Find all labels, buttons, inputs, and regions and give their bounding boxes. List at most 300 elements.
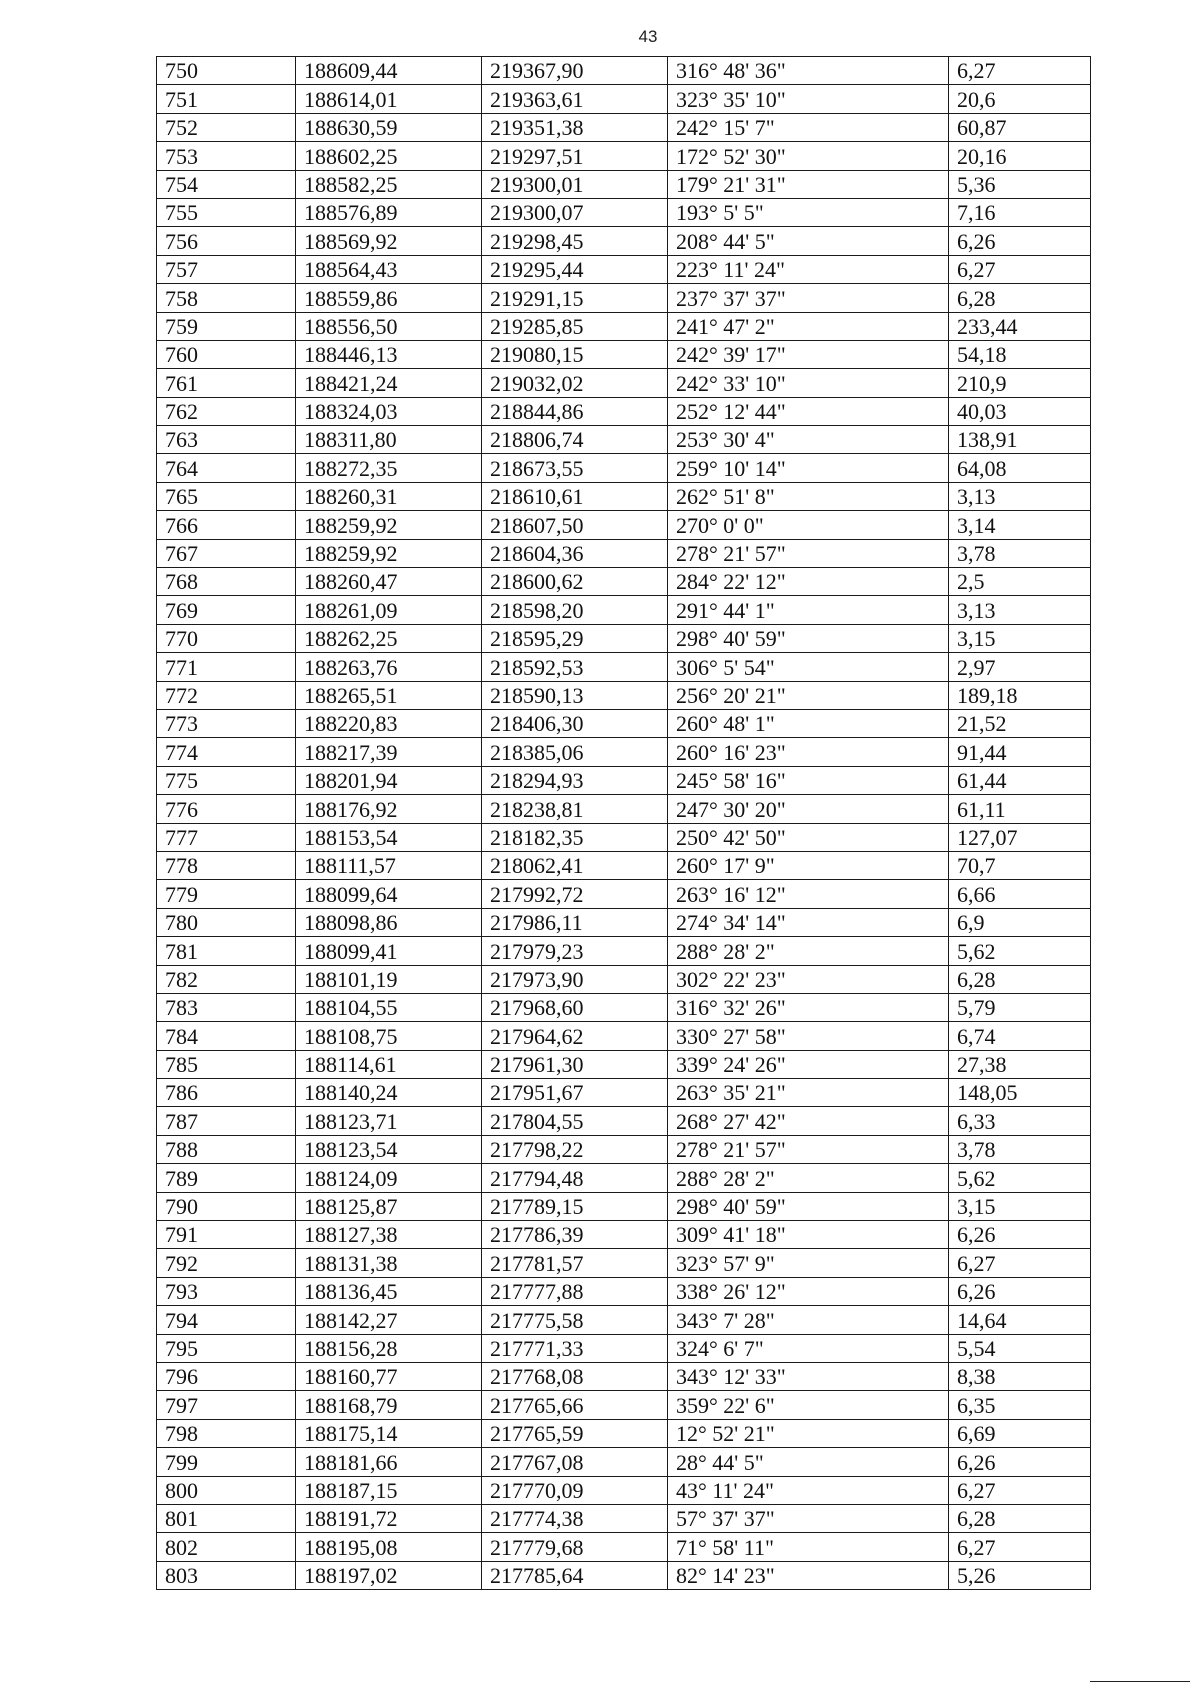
y-coordinate-cell: 218182,35 (482, 823, 668, 851)
point-number-cell: 753 (157, 142, 296, 170)
x-coordinate-cell: 188201,94 (296, 766, 482, 794)
table-row (157, 993, 1091, 1021)
point-number-cell: 792 (157, 1249, 296, 1277)
y-coordinate-cell: 218595,29 (482, 624, 668, 652)
x-coordinate-cell: 188262,25 (296, 624, 482, 652)
point-number-cell: 773 (157, 709, 296, 737)
x-coordinate-cell: 188099,41 (296, 937, 482, 965)
point-number-cell: 793 (157, 1277, 296, 1305)
point-number-cell: 764 (157, 454, 296, 482)
point-number-cell: 794 (157, 1306, 296, 1334)
y-coordinate-cell: 218062,41 (482, 851, 668, 879)
x-coordinate-cell: 188311,80 (296, 426, 482, 454)
distance-cell: 5,26 (949, 1561, 1091, 1589)
y-coordinate-cell: 218673,55 (482, 454, 668, 482)
direction-angle-cell: 43° 11' 24" (668, 1476, 949, 1504)
table-row (157, 454, 1091, 482)
point-number-cell: 790 (157, 1192, 296, 1220)
x-coordinate-cell: 188160,77 (296, 1362, 482, 1390)
direction-angle-cell: 71° 58' 11" (668, 1533, 949, 1561)
table-row (157, 1050, 1091, 1078)
point-number-cell: 796 (157, 1362, 296, 1390)
distance-cell: 6,27 (949, 255, 1091, 283)
distance-cell: 6,9 (949, 908, 1091, 936)
distance-cell: 70,7 (949, 851, 1091, 879)
point-number-cell: 776 (157, 795, 296, 823)
direction-angle-cell: 57° 37' 37" (668, 1504, 949, 1532)
distance-cell: 148,05 (949, 1079, 1091, 1107)
distance-cell: 6,27 (949, 1476, 1091, 1504)
point-number-cell: 802 (157, 1533, 296, 1561)
x-coordinate-cell: 188101,19 (296, 965, 482, 993)
y-coordinate-cell: 218607,50 (482, 511, 668, 539)
table-row (157, 227, 1091, 255)
y-coordinate-cell: 219080,15 (482, 340, 668, 368)
y-coordinate-cell: 217986,11 (482, 908, 668, 936)
distance-cell: 8,38 (949, 1362, 1091, 1390)
x-coordinate-cell: 188098,86 (296, 908, 482, 936)
y-coordinate-cell: 217973,90 (482, 965, 668, 993)
point-number-cell: 774 (157, 738, 296, 766)
footer-divider-line (1090, 1681, 1190, 1682)
distance-cell: 5,36 (949, 170, 1091, 198)
distance-cell: 189,18 (949, 681, 1091, 709)
direction-angle-cell: 259° 10' 14" (668, 454, 949, 482)
distance-cell: 2,5 (949, 568, 1091, 596)
direction-angle-cell: 338° 26' 12" (668, 1277, 949, 1305)
x-coordinate-cell: 188263,76 (296, 653, 482, 681)
direction-angle-cell: 359° 22' 6" (668, 1391, 949, 1419)
table-row (157, 312, 1091, 340)
distance-cell: 6,27 (949, 57, 1091, 85)
y-coordinate-cell: 218610,61 (482, 482, 668, 510)
y-coordinate-cell: 219032,02 (482, 369, 668, 397)
y-coordinate-cell: 218600,62 (482, 568, 668, 596)
x-coordinate-cell: 188176,92 (296, 795, 482, 823)
x-coordinate-cell: 188559,86 (296, 284, 482, 312)
point-number-cell: 799 (157, 1448, 296, 1476)
y-coordinate-cell: 218294,93 (482, 766, 668, 794)
x-coordinate-cell: 188187,15 (296, 1476, 482, 1504)
distance-cell: 6,28 (949, 965, 1091, 993)
distance-cell: 3,78 (949, 539, 1091, 567)
table-row (157, 937, 1091, 965)
point-number-cell: 803 (157, 1561, 296, 1589)
distance-cell: 3,13 (949, 596, 1091, 624)
point-number-cell: 765 (157, 482, 296, 510)
table-row (157, 426, 1091, 454)
point-number-cell: 791 (157, 1221, 296, 1249)
y-coordinate-cell: 219300,07 (482, 198, 668, 226)
distance-cell: 61,44 (949, 766, 1091, 794)
x-coordinate-cell: 188127,38 (296, 1221, 482, 1249)
direction-angle-cell: 298° 40' 59" (668, 624, 949, 652)
distance-cell: 14,64 (949, 1306, 1091, 1334)
point-number-cell: 785 (157, 1050, 296, 1078)
y-coordinate-cell: 217951,67 (482, 1079, 668, 1107)
x-coordinate-cell: 188272,35 (296, 454, 482, 482)
x-coordinate-cell: 188136,45 (296, 1277, 482, 1305)
page-number: 43 (638, 27, 658, 46)
x-coordinate-cell: 188123,54 (296, 1135, 482, 1163)
point-number-cell: 755 (157, 198, 296, 226)
table-row (157, 568, 1091, 596)
table-row (157, 1164, 1091, 1192)
direction-angle-cell: 316° 48' 36" (668, 57, 949, 85)
table-row (157, 198, 1091, 226)
direction-angle-cell: 223° 11' 24" (668, 255, 949, 283)
table-row (157, 482, 1091, 510)
y-coordinate-cell: 217771,33 (482, 1334, 668, 1362)
distance-cell: 2,97 (949, 653, 1091, 681)
table-row (157, 596, 1091, 624)
direction-angle-cell: 278° 21' 57" (668, 1135, 949, 1163)
y-coordinate-cell: 217786,39 (482, 1221, 668, 1249)
direction-angle-cell: 291° 44' 1" (668, 596, 949, 624)
point-number-cell: 754 (157, 170, 296, 198)
distance-cell: 6,26 (949, 1221, 1091, 1249)
x-coordinate-cell: 188576,89 (296, 198, 482, 226)
y-coordinate-cell: 217775,58 (482, 1306, 668, 1334)
direction-angle-cell: 309° 41' 18" (668, 1221, 949, 1249)
table-row (157, 1277, 1091, 1305)
y-coordinate-cell: 218598,20 (482, 596, 668, 624)
distance-cell: 5,54 (949, 1334, 1091, 1362)
table-row (157, 255, 1091, 283)
direction-angle-cell: 278° 21' 57" (668, 539, 949, 567)
point-number-cell: 772 (157, 681, 296, 709)
y-coordinate-cell: 217774,38 (482, 1504, 668, 1532)
distance-cell: 20,6 (949, 85, 1091, 113)
point-number-cell: 771 (157, 653, 296, 681)
point-number-cell: 768 (157, 568, 296, 596)
direction-angle-cell: 324° 6' 7" (668, 1334, 949, 1362)
direction-angle-cell: 252° 12' 44" (668, 397, 949, 425)
x-coordinate-cell: 188609,44 (296, 57, 482, 85)
direction-angle-cell: 288° 28' 2" (668, 937, 949, 965)
table-row (157, 142, 1091, 170)
y-coordinate-cell: 217979,23 (482, 937, 668, 965)
x-coordinate-cell: 188564,43 (296, 255, 482, 283)
x-coordinate-cell: 188259,92 (296, 511, 482, 539)
distance-cell: 6,26 (949, 1448, 1091, 1476)
x-coordinate-cell: 188217,39 (296, 738, 482, 766)
direction-angle-cell: 339° 24' 26" (668, 1050, 949, 1078)
distance-cell: 6,27 (949, 1249, 1091, 1277)
table-row (157, 653, 1091, 681)
x-coordinate-cell: 188446,13 (296, 340, 482, 368)
x-coordinate-cell: 188125,87 (296, 1192, 482, 1220)
table-row (157, 823, 1091, 851)
direction-angle-cell: 193° 5' 5" (668, 198, 949, 226)
direction-angle-cell: 270° 0' 0" (668, 511, 949, 539)
x-coordinate-cell: 188569,92 (296, 227, 482, 255)
x-coordinate-cell: 188197,02 (296, 1561, 482, 1589)
point-number-cell: 786 (157, 1079, 296, 1107)
distance-cell: 91,44 (949, 738, 1091, 766)
direction-angle-cell: 268° 27' 42" (668, 1107, 949, 1135)
table-row (157, 738, 1091, 766)
y-coordinate-cell: 217768,08 (482, 1362, 668, 1390)
y-coordinate-cell: 217961,30 (482, 1050, 668, 1078)
point-number-cell: 801 (157, 1504, 296, 1532)
table-row (157, 369, 1091, 397)
point-number-cell: 750 (157, 57, 296, 85)
y-coordinate-cell: 219291,15 (482, 284, 668, 312)
table-row (157, 1306, 1091, 1334)
distance-cell: 5,62 (949, 1164, 1091, 1192)
y-coordinate-cell: 217964,62 (482, 1022, 668, 1050)
x-coordinate-cell: 188220,83 (296, 709, 482, 737)
point-number-cell: 797 (157, 1391, 296, 1419)
direction-angle-cell: 82° 14' 23" (668, 1561, 949, 1589)
distance-cell: 3,15 (949, 624, 1091, 652)
table-row (157, 1107, 1091, 1135)
direction-angle-cell: 274° 34' 14" (668, 908, 949, 936)
direction-angle-cell: 241° 47' 2" (668, 312, 949, 340)
table-row (157, 57, 1091, 85)
distance-cell: 233,44 (949, 312, 1091, 340)
point-number-cell: 777 (157, 823, 296, 851)
y-coordinate-cell: 217789,15 (482, 1192, 668, 1220)
table-row (157, 113, 1091, 141)
distance-cell: 40,03 (949, 397, 1091, 425)
y-coordinate-cell: 217804,55 (482, 1107, 668, 1135)
x-coordinate-cell: 188191,72 (296, 1504, 482, 1532)
point-number-cell: 787 (157, 1107, 296, 1135)
table-row (157, 766, 1091, 794)
point-number-cell: 783 (157, 993, 296, 1021)
distance-cell: 5,79 (949, 993, 1091, 1021)
direction-angle-cell: 284° 22' 12" (668, 568, 949, 596)
table-row (157, 1362, 1091, 1390)
direction-angle-cell: 302° 22' 23" (668, 965, 949, 993)
direction-angle-cell: 323° 57' 9" (668, 1249, 949, 1277)
y-coordinate-cell: 218238,81 (482, 795, 668, 823)
y-coordinate-cell: 217794,48 (482, 1164, 668, 1192)
y-coordinate-cell: 218844,86 (482, 397, 668, 425)
point-number-cell: 788 (157, 1135, 296, 1163)
table-row (157, 1022, 1091, 1050)
table-row (157, 624, 1091, 652)
point-number-cell: 789 (157, 1164, 296, 1192)
x-coordinate-cell: 188630,59 (296, 113, 482, 141)
table-row (157, 795, 1091, 823)
table-row (157, 1079, 1091, 1107)
y-coordinate-cell: 217779,68 (482, 1533, 668, 1561)
x-coordinate-cell: 188142,27 (296, 1306, 482, 1334)
point-number-cell: 769 (157, 596, 296, 624)
coordinates-table-body (157, 57, 1091, 1590)
x-coordinate-cell: 188108,75 (296, 1022, 482, 1050)
point-number-cell: 784 (157, 1022, 296, 1050)
direction-angle-cell: 172° 52' 30" (668, 142, 949, 170)
direction-angle-cell: 260° 16' 23" (668, 738, 949, 766)
x-coordinate-cell: 188156,28 (296, 1334, 482, 1362)
direction-angle-cell: 250° 42' 50" (668, 823, 949, 851)
point-number-cell: 778 (157, 851, 296, 879)
table-row (157, 511, 1091, 539)
direction-angle-cell: 179° 21' 31" (668, 170, 949, 198)
x-coordinate-cell: 188556,50 (296, 312, 482, 340)
table-row (157, 539, 1091, 567)
y-coordinate-cell: 217765,59 (482, 1419, 668, 1447)
distance-cell: 3,78 (949, 1135, 1091, 1163)
distance-cell: 210,9 (949, 369, 1091, 397)
x-coordinate-cell: 188153,54 (296, 823, 482, 851)
point-number-cell: 780 (157, 908, 296, 936)
x-coordinate-cell: 188260,31 (296, 482, 482, 510)
distance-cell: 21,52 (949, 709, 1091, 737)
table-row (157, 1533, 1091, 1561)
table-row (157, 1334, 1091, 1362)
distance-cell: 6,28 (949, 284, 1091, 312)
point-number-cell: 766 (157, 511, 296, 539)
table-row (157, 1249, 1091, 1277)
table-row (157, 1135, 1091, 1163)
x-coordinate-cell: 188265,51 (296, 681, 482, 709)
x-coordinate-cell: 188195,08 (296, 1533, 482, 1561)
y-coordinate-cell: 219295,44 (482, 255, 668, 283)
table-row (157, 880, 1091, 908)
y-coordinate-cell: 217785,64 (482, 1561, 668, 1589)
y-coordinate-cell: 218385,06 (482, 738, 668, 766)
direction-angle-cell: 242° 15' 7" (668, 113, 949, 141)
y-coordinate-cell: 217770,09 (482, 1476, 668, 1504)
distance-cell: 6,74 (949, 1022, 1091, 1050)
point-number-cell: 751 (157, 85, 296, 113)
distance-cell: 20,16 (949, 142, 1091, 170)
table-row (157, 1448, 1091, 1476)
y-coordinate-cell: 217777,88 (482, 1277, 668, 1305)
table-row (157, 1561, 1091, 1589)
distance-cell: 64,08 (949, 454, 1091, 482)
distance-cell: 6,27 (949, 1533, 1091, 1561)
point-number-cell: 761 (157, 369, 296, 397)
y-coordinate-cell: 219351,38 (482, 113, 668, 141)
point-number-cell: 767 (157, 539, 296, 567)
y-coordinate-cell: 219363,61 (482, 85, 668, 113)
table-row (157, 851, 1091, 879)
table-row (157, 397, 1091, 425)
y-coordinate-cell: 217968,60 (482, 993, 668, 1021)
direction-angle-cell: 343° 7' 28" (668, 1306, 949, 1334)
direction-angle-cell: 242° 33' 10" (668, 369, 949, 397)
direction-angle-cell: 260° 17' 9" (668, 851, 949, 879)
y-coordinate-cell: 218590,13 (482, 681, 668, 709)
direction-angle-cell: 260° 48' 1" (668, 709, 949, 737)
direction-angle-cell: 12° 52' 21" (668, 1419, 949, 1447)
y-coordinate-cell: 218604,36 (482, 539, 668, 567)
direction-angle-cell: 288° 28' 2" (668, 1164, 949, 1192)
y-coordinate-cell: 219300,01 (482, 170, 668, 198)
y-coordinate-cell: 217781,57 (482, 1249, 668, 1277)
table-row (157, 284, 1091, 312)
x-coordinate-cell: 188582,25 (296, 170, 482, 198)
x-coordinate-cell: 188123,71 (296, 1107, 482, 1135)
y-coordinate-cell: 218806,74 (482, 426, 668, 454)
distance-cell: 3,15 (949, 1192, 1091, 1220)
y-coordinate-cell: 217765,66 (482, 1391, 668, 1419)
distance-cell: 7,16 (949, 198, 1091, 226)
distance-cell: 27,38 (949, 1050, 1091, 1078)
point-number-cell: 779 (157, 880, 296, 908)
direction-angle-cell: 256° 20' 21" (668, 681, 949, 709)
x-coordinate-cell: 188181,66 (296, 1448, 482, 1476)
x-coordinate-cell: 188099,64 (296, 880, 482, 908)
point-number-cell: 752 (157, 113, 296, 141)
x-coordinate-cell: 188114,61 (296, 1050, 482, 1078)
x-coordinate-cell: 188175,14 (296, 1419, 482, 1447)
direction-angle-cell: 262° 51' 8" (668, 482, 949, 510)
table-row (157, 85, 1091, 113)
y-coordinate-cell: 219285,85 (482, 312, 668, 340)
table-row (157, 1221, 1091, 1249)
direction-angle-cell: 242° 39' 17" (668, 340, 949, 368)
table-row (157, 170, 1091, 198)
x-coordinate-cell: 188260,47 (296, 568, 482, 596)
point-number-cell: 758 (157, 284, 296, 312)
distance-cell: 5,62 (949, 937, 1091, 965)
coordinates-table (156, 56, 1091, 1590)
direction-angle-cell: 298° 40' 59" (668, 1192, 949, 1220)
x-coordinate-cell: 188140,24 (296, 1079, 482, 1107)
direction-angle-cell: 263° 16' 12" (668, 880, 949, 908)
distance-cell: 6,35 (949, 1391, 1091, 1419)
x-coordinate-cell: 188421,24 (296, 369, 482, 397)
x-coordinate-cell: 188261,09 (296, 596, 482, 624)
distance-cell: 6,69 (949, 1419, 1091, 1447)
point-number-cell: 759 (157, 312, 296, 340)
point-number-cell: 756 (157, 227, 296, 255)
point-number-cell: 770 (157, 624, 296, 652)
distance-cell: 54,18 (949, 340, 1091, 368)
x-coordinate-cell: 188324,03 (296, 397, 482, 425)
distance-cell: 6,26 (949, 227, 1091, 255)
direction-angle-cell: 306° 5' 54" (668, 653, 949, 681)
distance-cell: 6,66 (949, 880, 1091, 908)
y-coordinate-cell: 219297,51 (482, 142, 668, 170)
distance-cell: 138,91 (949, 426, 1091, 454)
distance-cell: 60,87 (949, 113, 1091, 141)
point-number-cell: 795 (157, 1334, 296, 1362)
direction-angle-cell: 28° 44' 5" (668, 1448, 949, 1476)
table-row (157, 340, 1091, 368)
distance-cell: 3,13 (949, 482, 1091, 510)
distance-cell: 6,33 (949, 1107, 1091, 1135)
x-coordinate-cell: 188614,01 (296, 85, 482, 113)
y-coordinate-cell: 217767,08 (482, 1448, 668, 1476)
distance-cell: 127,07 (949, 823, 1091, 851)
point-number-cell: 763 (157, 426, 296, 454)
direction-angle-cell: 316° 32' 26" (668, 993, 949, 1021)
table-row (157, 908, 1091, 936)
distance-cell: 61,11 (949, 795, 1091, 823)
table-row (157, 1504, 1091, 1532)
point-number-cell: 800 (157, 1476, 296, 1504)
x-coordinate-cell: 188602,25 (296, 142, 482, 170)
x-coordinate-cell: 188111,57 (296, 851, 482, 879)
point-number-cell: 781 (157, 937, 296, 965)
direction-angle-cell: 343° 12' 33" (668, 1362, 949, 1390)
direction-angle-cell: 253° 30' 4" (668, 426, 949, 454)
direction-angle-cell: 263° 35' 21" (668, 1079, 949, 1107)
table-row (157, 965, 1091, 993)
distance-cell: 3,14 (949, 511, 1091, 539)
distance-cell: 6,28 (949, 1504, 1091, 1532)
y-coordinate-cell: 219298,45 (482, 227, 668, 255)
point-number-cell: 782 (157, 965, 296, 993)
